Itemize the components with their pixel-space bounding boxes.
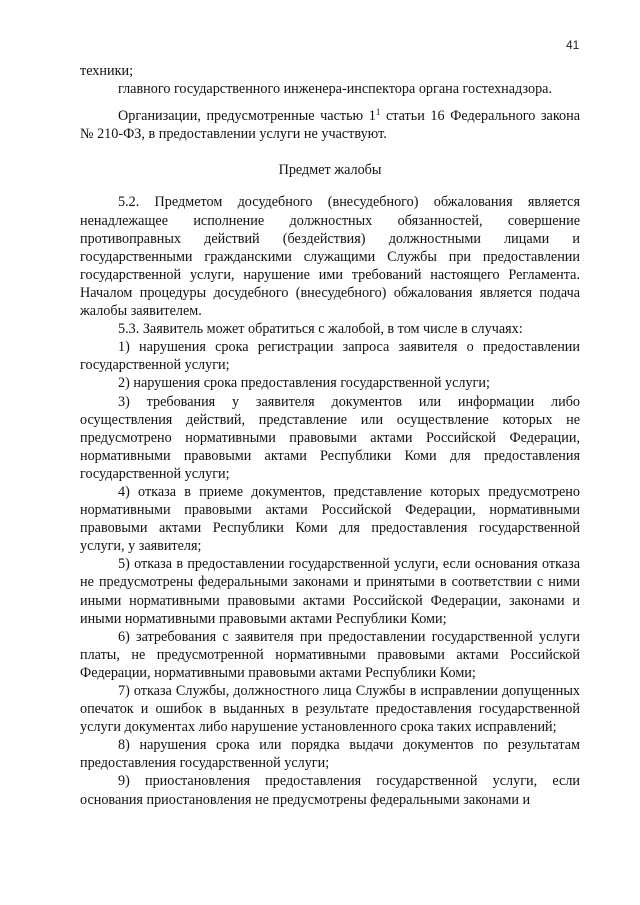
page-content: [80, 62, 580, 809]
list-item-6: 6) затребования с заявителя при предоставлении государственной услуги платы, не предусмотренной нормативными правовыми актами Российской Федерации, нормативными правовыми актами Республики Коми;: [80, 628, 580, 681]
list-item-5: 5) отказа в предоставлении государственной услуги, если основания отказа не предусмотрены федеральными законами и принятыми в соответствии с ними иными нормативными правовыми актами Российской Федерации, законами и иными нормативными правовыми актами Республики Коми;: [80, 556, 580, 627]
paragraph-5-3: 5.3. Заявитель может обратиться с жалобой, в том числе в случаях:: [118, 321, 523, 338]
intro-line-1: техники;: [80, 63, 134, 79]
list-item-2: 2) нарушения срока предоставления государственной услуги;: [118, 375, 490, 392]
list-item-1: 1) нарушения срока регистрации запроса заявителя о предоставлении государственной услуги;: [80, 339, 580, 374]
list-item-9: 9) приостановления предоставления государственной услуги, если основания приостановления не предусмотрены федеральными законами и: [80, 773, 580, 808]
organizations-note: [80, 107, 580, 143]
paragraph-5-2: 5.2. Предметом досудебного (внесудебного) обжалования является ненадлежащее исполнение должностных обязанностей, совершение противоправных действий (бездействия) должностными лицами и государственными гражданскими служащими Службы при предоставлении государственной услуги, нарушение ими требований настоящего Регламента. Началом процедуры досудебного (внесудебного) обжалования является подача жалобы заявителем.: [80, 194, 580, 320]
organizations-note-superscript: 1: [375, 107, 381, 118]
organizations-note-prefix: Организации, предусмотренные частью 1: [118, 108, 376, 125]
list-item-4: 4) отказа в приеме документов, представление которых предусмотрено нормативными правовыми актами Российской Федерации, нормативными правовыми актами Республики Коми для предоставления государственной услуги, у заявителя;: [80, 483, 580, 555]
organizations-note-suffix: статьи 16 Федерального закона № 210-ФЗ, в предоставлении услуги не участвуют.: [80, 108, 580, 143]
section-heading: Предмет жалобы: [278, 162, 382, 179]
list-item-7: 7) отказа Службы, должностного лица Службы в исправлении допущенных опечаток и ошибок в выданных в результате предоставления государственной услуги документах либо нарушение установленного срока таких исправлений;: [80, 683, 580, 736]
page-number: 41: [566, 38, 580, 52]
intro-line-2: главного государственного инженера-инспектора органа гостехнадзора.: [118, 81, 553, 98]
list-item-8: 8) нарушения срока или порядка выдачи документов по результатам предоставления государственной услуги;: [80, 737, 580, 772]
list-item-3: 3) требования у заявителя документов или информации либо осуществления действий, представление или осуществление которых не предусмотрено нормативными правовыми актами Российской Федерации, нормативными правовыми актами Республики Коми для предоставления государственной услуги;: [80, 393, 580, 482]
